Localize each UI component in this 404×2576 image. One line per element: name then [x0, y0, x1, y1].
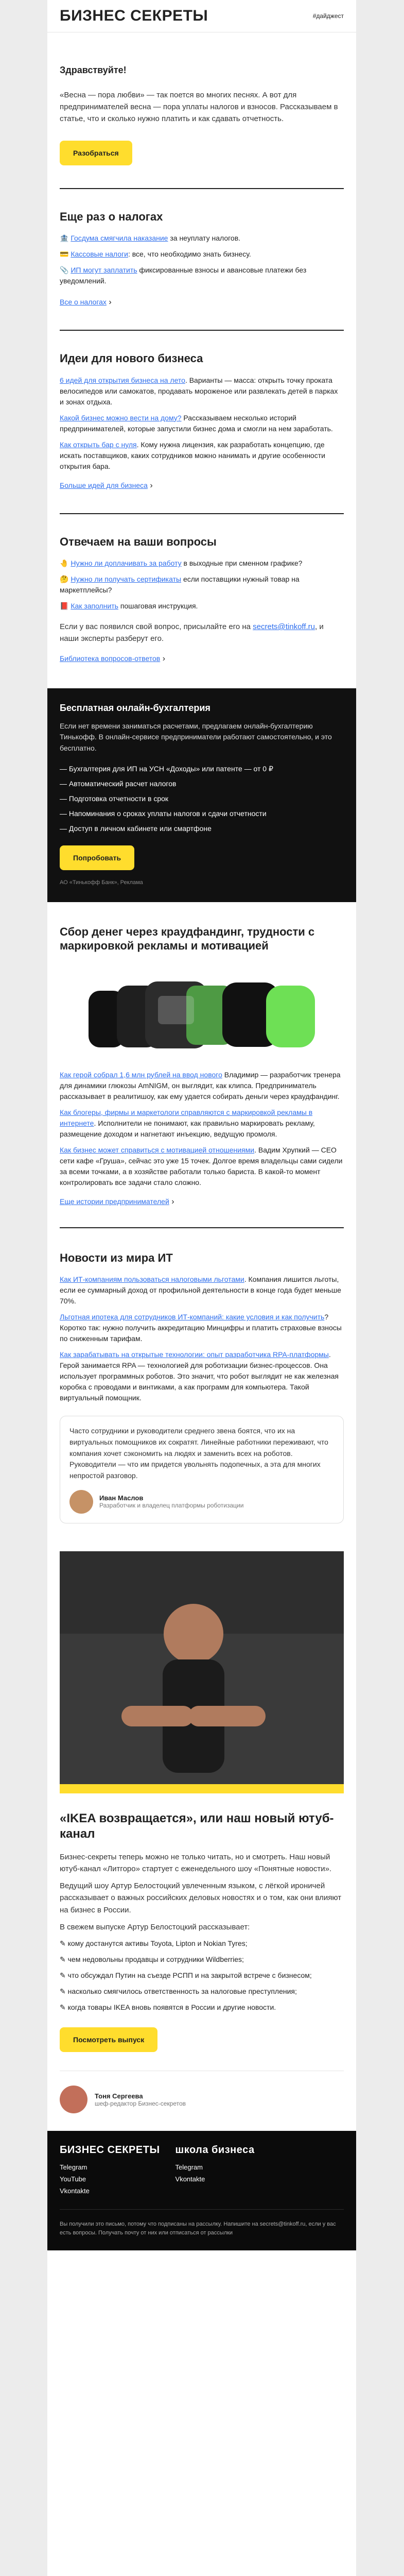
crowd-item-link[interactable]: Как блогеры, фирмы и маркетологи справляются с маркировкой рекламы в интернете — [60, 1108, 313, 1127]
ikea-title: «IKEA возвращается», или наш новый ютуб-канал — [60, 1811, 334, 1841]
pencil-icon: ✎ — [60, 1955, 66, 1964]
ikea-bullet-text: что обсуждал Путин на съезде РСПП и на закрытой встрече с бизнесом; — [67, 1971, 312, 1980]
crowd-title: Сбор денег через краудфандинг, трудности с маркировкой рекламы и мотивацией — [60, 925, 315, 953]
idea-item — [60, 413, 344, 434]
promo-note: АО «Тинькофф Банк», Реклама — [60, 879, 143, 886]
signature — [60, 2086, 344, 2113]
promo-item: — Автоматический расчет налогов — [60, 779, 177, 788]
email-container — [47, 0, 356, 2576]
brand-logo[interactable]: БИЗНЕС СЕКРЕТЫ — [60, 7, 208, 24]
ikea-bullet-text: когда товары IKEA вновь появятся в России и другие новости. — [67, 2003, 276, 2012]
taxes-item-text: : все, что необходимо знать бизнесу. — [128, 250, 251, 259]
it-item-text: ? Коротко так: нужно получить аккредитацию Минцифры и платить страховые взносы по сниженным тарифам. — [60, 1313, 342, 1343]
author-name: Иван Маслов — [99, 1494, 144, 1502]
paperclip-icon: 📎 — [60, 266, 69, 275]
editor-role: шеф-редактор Бизнес-секретов — [95, 2099, 186, 2107]
telegram-link[interactable]: Telegram — [175, 2163, 203, 2172]
email-header — [47, 0, 356, 32]
taxes-item-link[interactable]: Госдума смягчила наказание — [71, 234, 168, 243]
qa-item — [60, 601, 344, 612]
editor-name: Тоня Сергеева — [95, 2092, 143, 2100]
promo-section — [47, 688, 356, 902]
it-item-link[interactable]: Как зарабатывать на открытые технологии: опыт разработчика RPA-платформы — [60, 1350, 329, 1359]
it-item — [60, 1274, 344, 1307]
promo-item: — Подготовка отчетности в срок — [60, 794, 169, 803]
footer-logo-business-secrets[interactable]: БИЗНЕС СЕКРЕТЫ — [60, 2144, 160, 2156]
qa-item-text: пошаговая инструкция. — [118, 602, 198, 611]
taxes-item — [60, 233, 344, 244]
try-button[interactable]: Попробовать — [60, 845, 134, 870]
ikea-text-2: Ведущий шоу Артур Белостоцкий увлеченным языком, с лёгкой ироничей рассказывает о важных российских деловых новостях и о том, как они влияют на бизнес в России. — [60, 1882, 342, 1914]
taxes-item-text: за неуплату налогов. — [168, 234, 241, 243]
it-title: Новости из мира ИТ — [60, 1251, 173, 1264]
it-section — [47, 1228, 356, 1542]
crowd-item — [60, 1107, 344, 1140]
idea-item — [60, 375, 344, 408]
ikea-text-1: Бизнес-секреты теперь можно не только читать, но и смотреть. Наш новый ютуб-канал «Литгоро» стартует с еженедельного шоу «Понятные новости». — [60, 1852, 332, 1873]
footer-bottom: Вы получили это письмо, потому что подписаны на рассылку. Напишите на secrets@tinkoff.ru, если у вас есть вопросы. Получать почту от них или отписаться от рассылки — [60, 2221, 336, 2236]
signature-section — [47, 2071, 356, 2131]
ideas-all-wrap — [60, 481, 344, 490]
taxes-item-text: фиксированные взносы и авансовые платежи без уведомлений. — [60, 266, 307, 285]
qa-item-link[interactable]: Нужно ли получать сертификаты — [71, 575, 182, 584]
ikea-text-3: В свежем выпуске Артур Белостоцкий рассказывает: — [60, 1922, 250, 1931]
ideas-all-link[interactable]: Больше идей для бизнеса — [60, 481, 148, 489]
promo-button-wrap — [60, 845, 344, 870]
pencil-icon: ✎ — [60, 1939, 66, 1948]
vkontakte-link[interactable]: Vkontakte — [60, 2187, 90, 2195]
person-image — [60, 1551, 344, 1793]
idea-item-link[interactable]: Как открыть бар с нуля — [60, 440, 137, 449]
qa-item-text: если поставщики нужный товар на маркетплейсы? — [60, 575, 300, 595]
thumbnail-accent-bar — [60, 1784, 344, 1793]
taxes-all-wrap — [60, 298, 344, 307]
youtube-link[interactable]: YouTube — [60, 2175, 86, 2183]
intro-section — [47, 32, 356, 188]
qa-item — [60, 558, 344, 569]
digest-link[interactable]: #дайджест — [312, 12, 344, 20]
footer-top — [60, 2144, 344, 2199]
intro-text: «Весна — пора любви» — так поется во многих песнях. А вот для предпринимателей весна — пора уплаты налогов и взносов. Рассказываем в статье, что и сколько нужно платить и как сдавать отчетность. — [60, 90, 338, 124]
author-role: Разработчик и владелец платформы роботизации — [99, 1502, 244, 1510]
it-item — [60, 1349, 344, 1403]
bank-icon: 🏦 — [60, 234, 69, 243]
footer-logo-business-school[interactable]: школа бизнеса — [175, 2144, 255, 2156]
ikea-bullet-text: насколько смягчилось ответственность за налоговые преступления; — [67, 1987, 297, 1996]
qa-item-link[interactable]: Нужно ли доплачивать за работу — [71, 559, 182, 568]
card-icon: 💳 — [60, 250, 69, 259]
ikea-bullet-text: кому достанутся активы Toyota, Lipton и Nokian Tyres; — [67, 1939, 248, 1948]
promo-item: — Бухгалтерия для ИП на УСН «Доходы» или патенте — от 0 ₽ — [60, 764, 273, 773]
telegram-link[interactable]: Telegram — [60, 2163, 87, 2172]
understand-button[interactable]: Разобраться — [60, 141, 132, 165]
crowd-item-text: Владимир — разработчик тренера для динамики глюкозы AmNIGM, он выглядит, как клипса. Предприниматель рассказывает в реалитишоу, как ему удается собирать деньги через краудфандинг. — [60, 1070, 341, 1100]
qa-item-text: в выходные при сменном графике? — [181, 559, 303, 568]
it-item — [60, 1312, 344, 1344]
ikea-bullet — [60, 1954, 344, 1965]
taxes-section — [47, 189, 356, 330]
taxes-item — [60, 265, 344, 286]
it-item-link[interactable]: Как ИТ-компаниям пользоваться налоговыми льготами — [60, 1275, 244, 1284]
ikea-bullet-text: чем недовольны продавцы и сотрудники Wildberries; — [67, 1955, 244, 1964]
it-item-text: . Компания лишится льготы, если ее суммарный доход от профильной деятельности в конце года будет меньше 70%. — [60, 1275, 341, 1306]
crowd-section — [47, 902, 356, 1227]
it-item-text: . Герой занимается RPA — технологией для роботизации бизнес-процессов. Она использует программных роботов. Это значит, что робот выглядит не как железная коробка с проводами и винтиками, а как программ для компьютера. Такой виртуальный помощник. — [60, 1350, 339, 1402]
idea-item — [60, 439, 344, 472]
it-item-link[interactable]: Льготная ипотека для сотрудников ИТ-компаний: какие условия и как получить — [60, 1313, 325, 1321]
taxes-item — [60, 249, 344, 260]
promo-item: — Напоминания о сроках уплаты налогов и сдачи отчетности — [60, 809, 267, 818]
ikea-bullet — [60, 2002, 344, 2013]
pencil-icon: ✎ — [60, 2003, 66, 2012]
ikea-bullet — [60, 1938, 344, 1949]
pencil-icon: ✎ — [60, 1987, 66, 1996]
qa-section — [47, 514, 356, 688]
vkontakte-link[interactable]: Vkontakte — [175, 2175, 205, 2183]
author-meta — [99, 1494, 243, 1509]
footer — [47, 2131, 356, 2250]
crowd-item-link[interactable]: Как герой собрал 1,6 млн рублей на ввод нового — [60, 1070, 222, 1079]
qa-item — [60, 574, 344, 596]
crowd-all-link[interactable]: Еще истории предпринимателей — [60, 1197, 169, 1206]
ikea-section — [47, 1542, 356, 2071]
idea-item-link[interactable]: Какой бизнес можно вести на дому? — [60, 413, 182, 422]
idea-item-text: . Кому нужна лицензия, как разработать концепцию, где искать поставщиков, каких сотрудников можно нанимать и другие особенности открытия бара. — [60, 440, 325, 470]
ideas-title: Идеи для нового бизнеса — [60, 352, 203, 365]
crowd-item-text: . Вадим Хрупкий — СЕО сети кафе «Груша», сейчас это уже 15 точек. Долгое время владельцы сами сидели за всеми точками, а в хозяйстве работали только бариста. В какой-то момент контролировать все задачи стало сложно. — [60, 1145, 343, 1187]
footer-divider — [60, 2209, 344, 2210]
qa-all-link[interactable]: Библиотека вопросов-ответов — [60, 654, 161, 663]
crowd-item-link[interactable]: Как бизнес может справиться с мотивацией отношениями — [60, 1145, 255, 1154]
crowd-item-text: . Исполнители не понимают, как правильно маркировать рекламу, размещение доходом и нагнетают инъекцию, ведущую промоля. — [60, 1118, 315, 1138]
qa-ask-end: , и наши эксперты разберут его. — [60, 622, 324, 643]
qa-item-link[interactable]: Как заполнить — [71, 602, 118, 611]
promo-item: — Доступ в личном кабинете или смартфоне — [60, 824, 212, 833]
ikea-bullet — [60, 1970, 344, 1981]
taxes-all-link[interactable]: Все о налогах — [60, 298, 107, 307]
qa-ask-text — [60, 621, 344, 645]
devices-illustration — [60, 962, 344, 1060]
quote-card — [60, 1416, 344, 1523]
crowd-item — [60, 1070, 344, 1102]
chevron-right-icon: › — [150, 481, 153, 490]
pencil-icon: ✎ — [60, 1971, 66, 1980]
qa-title: Отвечаем на ваши вопросы — [60, 535, 217, 548]
devices-image — [68, 970, 336, 1053]
ikea-bullet — [60, 1986, 344, 1997]
idea-item-text: . Варианты — масса: открыть точку проката велосипедов или самокатов, продавать мороженое или развлекать детей в парках и зонах отдыха. — [60, 376, 338, 406]
taxes-item-link[interactable]: ИП могут заплатить — [71, 266, 137, 275]
idea-item-text: Рассказываем несколько историй предпринимателей, которые запустили бизнес дома и смогли на нем заработать. — [60, 413, 333, 433]
crowd-item — [60, 1145, 344, 1188]
promo-title: Бесплатная онлайн-бухгалтерия — [60, 702, 210, 713]
thinking-icon: 🤔 — [60, 575, 69, 584]
author-avatar — [69, 1490, 93, 1514]
book-icon: 📕 — [60, 602, 69, 611]
taxes-item-link[interactable]: Кассовые налоги — [71, 250, 128, 259]
qa-ask-lead: Если у вас появился свой вопрос, присылайте его на — [60, 622, 251, 632]
footer-col-2 — [175, 2144, 255, 2187]
footer-col-1 — [60, 2144, 160, 2199]
hand-icon: 🤚 — [60, 559, 69, 568]
intro-button-wrap — [60, 141, 344, 165]
ikea-button-wrap — [60, 2027, 344, 2052]
chevron-right-icon: › — [109, 298, 112, 307]
video-thumbnail[interactable] — [60, 1551, 344, 1793]
chevron-right-icon: › — [171, 1197, 174, 1206]
qa-email-link[interactable]: secrets@tinkoff.ru — [253, 622, 315, 632]
quote-author — [69, 1490, 334, 1514]
taxes-title: Еще раз о налогах — [60, 210, 163, 223]
quote-text: Часто сотрудники и руководители среднего звена боятся, что их на виртуальных помощников их сократят. Линейные работники переживают, что компания хочет сэкономить на людях и заменить всех на роботов. Руководители — что им придется увольнять подопечных, а эта для многих непростой разговор. — [69, 1427, 328, 1480]
qa-all-wrap — [60, 654, 344, 664]
ideas-section — [47, 331, 356, 513]
crowd-all-wrap — [60, 1197, 344, 1207]
editor-avatar — [60, 2086, 87, 2113]
idea-item-link[interactable]: 6 идей для открытия бизнеса на лето — [60, 376, 185, 384]
promo-text: Если нет времени заниматься расчетами, предлагаем онлайн-бухгалтерию Тинькофф. В онлайн-сервисе предприниматели работают самостоятельно, и это бесплатно. — [60, 721, 332, 753]
greeting: Здравствуйте! — [60, 65, 127, 75]
editor-meta — [95, 2092, 186, 2107]
watch-episode-button[interactable]: Посмотреть выпуск — [60, 2027, 157, 2052]
chevron-right-icon: › — [162, 654, 166, 663]
